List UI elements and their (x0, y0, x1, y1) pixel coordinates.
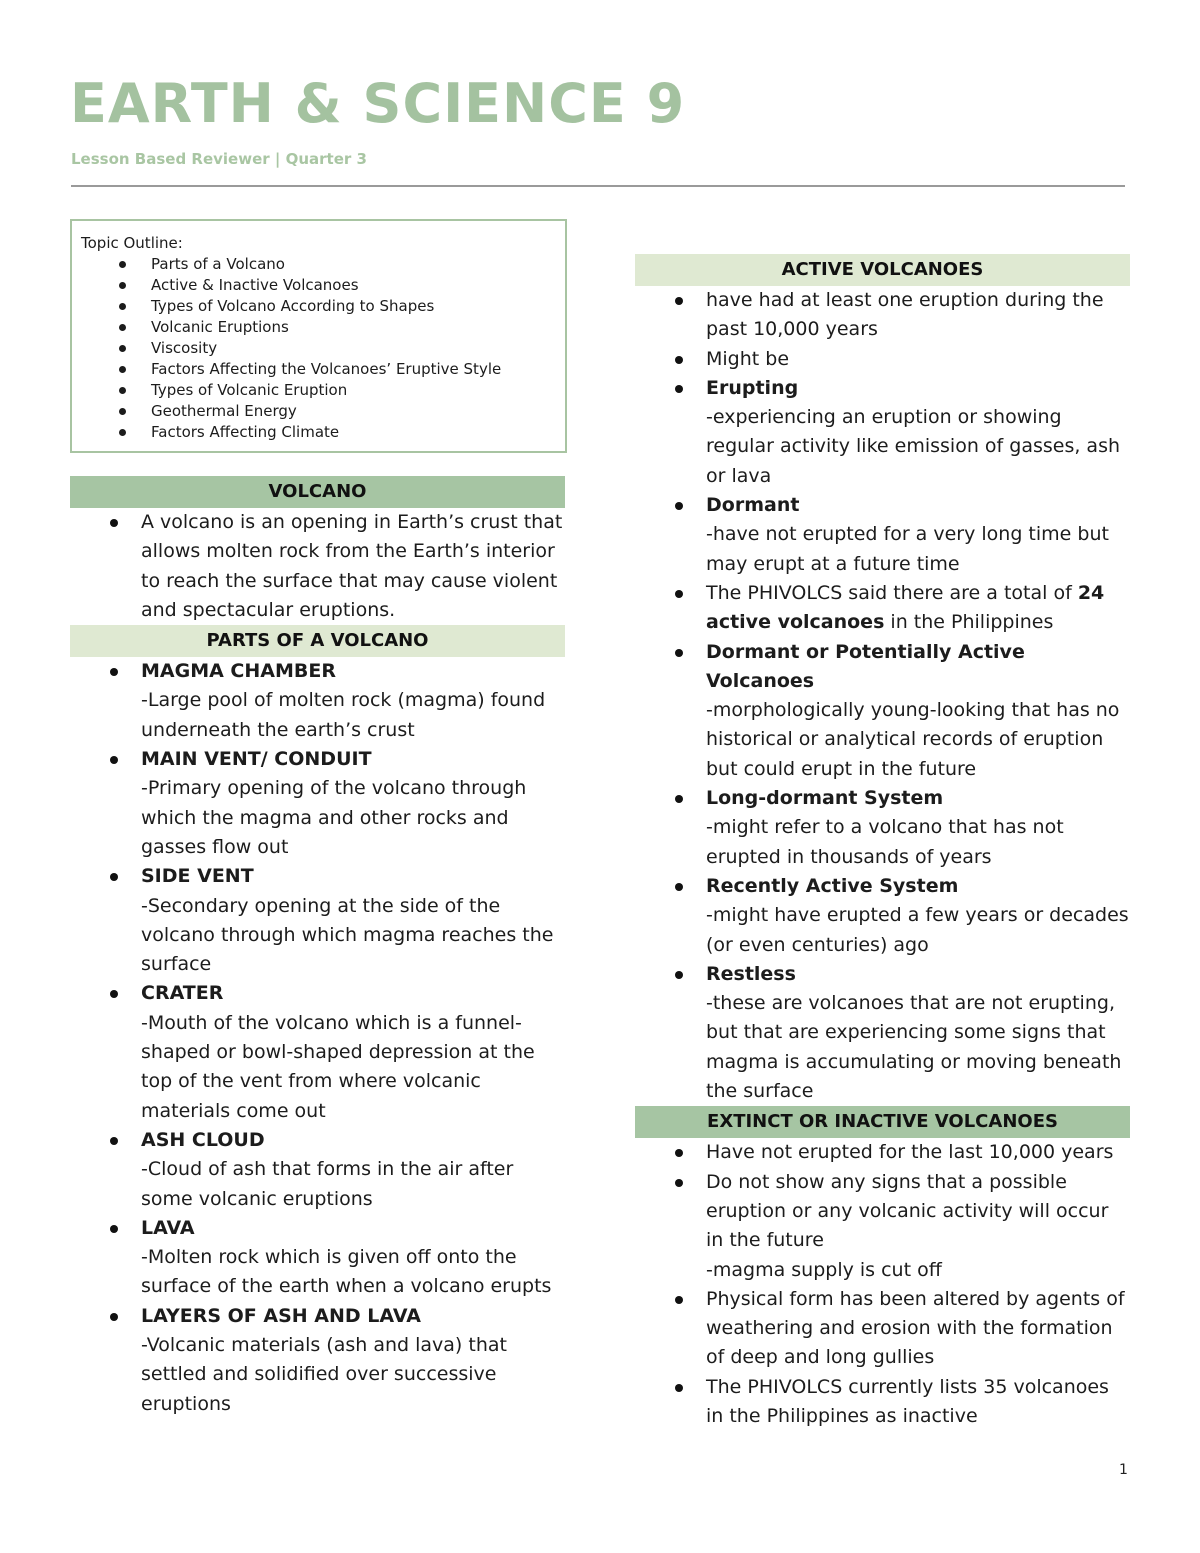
parts-list (70, 657, 565, 1419)
extinct-volcanoes-list (635, 1138, 1130, 1431)
list-item (70, 657, 565, 745)
list-item (70, 862, 565, 979)
potential-desc: -morphologically young-looking that has no historical or analytical records of eruption but could erupt in the future (706, 699, 1120, 780)
list-item: The PHIVOLCS currently lists 35 volcanoes in the Philippines as inactive (635, 1373, 1130, 1432)
outline-item: Types of Volcano According to Shapes (81, 296, 555, 317)
part-desc: -Mouth of the volcano which is a funnel-shaped or bowl-shaped depression at the top of the vent from where volcanic materials come out (141, 1011, 535, 1122)
potential-term: Dormant or Potentially Active Volcanoes (706, 640, 1025, 692)
outline-item: Viscosity (81, 338, 555, 359)
dormant-term: Dormant (706, 494, 800, 517)
active-volcanoes-list (635, 286, 1130, 1106)
extinct-volcanoes-heading: EXTINCT OR INACTIVE VOLCANOES (635, 1106, 1130, 1138)
outline-item: Volcanic Eruptions (81, 317, 555, 338)
part-term: MAIN VENT/ CONDUIT (141, 748, 372, 771)
list-item (635, 638, 1130, 784)
erupting-desc: -experiencing an eruption or showing regular activity like emission of gasses, ash or lava (706, 406, 1121, 487)
list-item: Physical form has been altered by agents of weathering and erosion with the formation of deep and long gullies (635, 1285, 1130, 1373)
long-dormant-term: Long-dormant System (706, 787, 944, 810)
list-item (635, 579, 1130, 638)
volcano-definition: A volcano is an opening in Earth’s crust that allows molten rock from the Earth’s interior to reach the surface that may cause violent and spectacular eruptions. (70, 508, 565, 625)
recent-term: Recently Active System (706, 874, 959, 897)
part-term: SIDE VENT (141, 865, 254, 888)
topic-outline-box (70, 219, 567, 453)
list-item (635, 784, 1130, 872)
page-number: 1 (1119, 1462, 1128, 1478)
part-term: ASH CLOUD (141, 1128, 265, 1151)
extinct-signs: Do not show any signs that a possible eruption or any volcanic activity will occur in the future (706, 1170, 1109, 1252)
phivolcs-count: 24 active volcanoes (706, 581, 1105, 634)
header-divider (71, 185, 1125, 187)
topic-outline-title: Topic Outline: (81, 234, 183, 252)
list-item (635, 491, 1130, 579)
list-item: Have not erupted for the last 10,000 years (635, 1138, 1130, 1167)
list-item (635, 374, 1130, 491)
part-desc: -Primary opening of the volcano through which the magma and other rocks and gasses flow out (141, 777, 527, 858)
outline-item: Geothermal Energy (81, 401, 555, 422)
volcano-list (70, 508, 565, 625)
list-item: Might be (635, 345, 1130, 374)
outline-item: Types of Volcanic Eruption (81, 380, 555, 401)
outline-item: Factors Affecting Climate (81, 422, 555, 443)
part-desc: -Large pool of molten rock (magma) found underneath the earth’s crust (141, 689, 546, 741)
list-item (635, 1168, 1130, 1285)
part-desc: -Secondary opening at the side of the volcano through which magma reaches the surface (141, 894, 554, 976)
restless-desc: -these are volcanoes that are not erupting, but that are experiencing some signs that magma is accumulating or moving beneath the surface (706, 992, 1122, 1103)
active-volcanoes-heading: ACTIVE VOLCANOES (635, 254, 1130, 286)
right-column (635, 254, 1130, 1431)
extinct-signs-desc: -magma supply is cut off (706, 1258, 942, 1281)
outline-item: Factors Affecting the Volcanoes’ Eruptive Style (81, 359, 555, 380)
part-desc: -Molten rock which is given off onto the surface of the earth when a volcano erupts (141, 1246, 552, 1298)
phivolcs-text-c: in the Philippines (884, 611, 1054, 634)
list-item (635, 872, 1130, 960)
parts-heading: PARTS OF A VOLCANO (70, 625, 565, 657)
part-term: CRATER (141, 982, 224, 1005)
erupting-term: Erupting (706, 376, 799, 399)
document-subtitle: Lesson Based Reviewer | Quarter 3 (71, 150, 367, 168)
list-item (70, 745, 565, 862)
left-column (70, 476, 565, 1419)
long-dormant-desc: -might refer to a volcano that has not erupted in thousands of years (706, 816, 1064, 868)
part-desc: -Cloud of ash that forms in the air after some volcanic eruptions (141, 1158, 514, 1210)
topic-outline-list (81, 254, 555, 443)
list-item (70, 1214, 565, 1302)
document-title: EARTH & SCIENCE 9 (70, 72, 686, 135)
dormant-desc: -have not erupted for a very long time but may erupt at a future time (706, 523, 1109, 575)
list-item (70, 1126, 565, 1214)
outline-item: Parts of a Volcano (81, 254, 555, 275)
part-term: LAYERS OF ASH AND LAVA (141, 1304, 421, 1327)
restless-term: Restless (706, 962, 796, 985)
list-item (70, 1302, 565, 1419)
part-desc: -Volcanic materials (ash and lava) that settled and solidified over successive eruptions (141, 1334, 507, 1415)
part-term: MAGMA CHAMBER (141, 660, 336, 683)
list-item (635, 960, 1130, 1106)
part-term: LAVA (141, 1216, 195, 1239)
list-item (70, 979, 565, 1125)
recent-desc: -might have erupted a few years or decades (or even centuries) ago (706, 904, 1129, 956)
phivolcs-text-a: The PHIVOLCS said there are a total of (706, 581, 1078, 604)
outline-item: Active & Inactive Volcanoes (81, 275, 555, 296)
list-item: have had at least one eruption during the past 10,000 years (635, 286, 1130, 345)
volcano-heading: VOLCANO (70, 476, 565, 508)
